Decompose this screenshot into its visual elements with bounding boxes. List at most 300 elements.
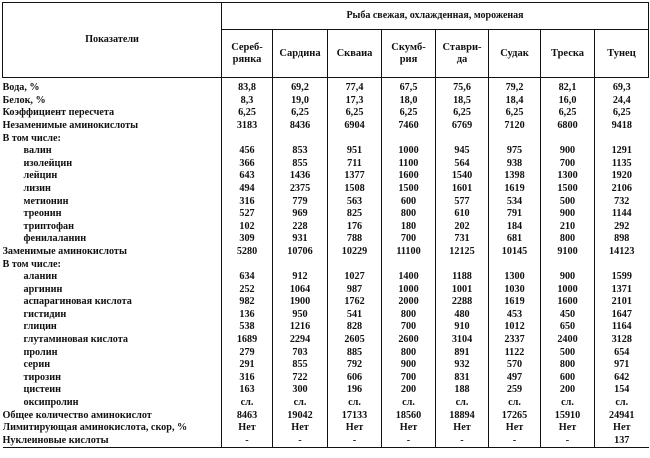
cell-value: 570 bbox=[489, 359, 541, 372]
cell-value: 722 bbox=[273, 372, 328, 385]
cell-value: 732 bbox=[614, 195, 630, 207]
cell-value: 831 bbox=[436, 372, 489, 385]
cell-value: 456 bbox=[222, 145, 273, 158]
cell-value: 188 bbox=[436, 384, 489, 397]
cell-value: сл. bbox=[541, 397, 595, 410]
row-label: пролин bbox=[3, 346, 222, 359]
cell-value: 1508 bbox=[328, 183, 382, 196]
cell-value: 912 bbox=[273, 271, 328, 284]
row-label: Незаменимые аминокислоты bbox=[3, 120, 222, 133]
column-header-0 bbox=[222, 30, 273, 78]
cell-value: 577 bbox=[436, 195, 489, 208]
cell-value: 1122 bbox=[489, 346, 541, 359]
cell-value: 800 bbox=[382, 309, 436, 322]
cell-value: 700 bbox=[382, 372, 436, 385]
cell-value bbox=[541, 132, 595, 145]
cell-value bbox=[382, 258, 436, 271]
cell-value: 2375 bbox=[273, 183, 328, 196]
cell-value: 18,4 bbox=[489, 95, 541, 108]
column-header-text: рянка bbox=[232, 53, 262, 65]
column-header-text: Ставри- bbox=[442, 41, 482, 53]
cell-value: 950 bbox=[273, 309, 328, 322]
cell-value: 910 bbox=[436, 321, 489, 334]
cell-value: Нет bbox=[273, 422, 328, 435]
cell-value: 1164 bbox=[611, 321, 632, 333]
row-label: глутаминовая кислота bbox=[3, 334, 222, 347]
cell-value: 564 bbox=[436, 158, 489, 171]
cell-value: 2101 bbox=[611, 296, 632, 308]
row-label: аланин bbox=[3, 271, 222, 284]
cell-value: 69,3 bbox=[612, 82, 631, 94]
cell-value: сл. bbox=[489, 397, 541, 410]
cell-value: 1920 bbox=[611, 170, 632, 182]
cell-value: 300 bbox=[273, 384, 328, 397]
table-row bbox=[3, 397, 649, 410]
row-label: серин bbox=[3, 359, 222, 372]
cell-value: 600 bbox=[382, 195, 436, 208]
cell-value: сл. bbox=[382, 397, 436, 410]
row-label: Коэффициент пересчета bbox=[3, 107, 222, 120]
cell-value: 643 bbox=[222, 170, 273, 183]
cell-value: 610 bbox=[436, 208, 489, 221]
column-header-text: Судак bbox=[500, 47, 529, 59]
column-header-5 bbox=[489, 30, 541, 78]
table-row bbox=[3, 246, 649, 259]
cell-value: 18894 bbox=[436, 409, 489, 422]
cell-value: 779 bbox=[273, 195, 328, 208]
cell-value: 931 bbox=[273, 233, 328, 246]
cell-value: 102 bbox=[222, 221, 273, 234]
cell-value: Нет bbox=[222, 422, 273, 435]
cell-value: 24941 bbox=[609, 409, 635, 421]
cell-value: 291 bbox=[222, 359, 273, 372]
cell-value: 67,5 bbox=[382, 78, 436, 95]
cell-value: 1647 bbox=[611, 308, 632, 320]
cell-value: 17133 bbox=[328, 409, 382, 422]
cell-value: Нет bbox=[613, 422, 631, 434]
table-row bbox=[3, 145, 649, 158]
cell-value: 945 bbox=[436, 145, 489, 158]
table-row bbox=[3, 233, 649, 246]
cell-value: 6,25 bbox=[612, 107, 631, 119]
row-label: лейцин bbox=[3, 170, 222, 183]
row-label: Вода, % bbox=[3, 78, 222, 95]
cell-value: 6904 bbox=[328, 120, 382, 133]
cell-value: 1000 bbox=[541, 284, 595, 297]
cell-value: 800 bbox=[382, 208, 436, 221]
cell-value: сл. bbox=[328, 397, 382, 410]
cell-value: 971 bbox=[614, 359, 630, 371]
column-header-6 bbox=[541, 30, 595, 78]
cell-value: 606 bbox=[328, 372, 382, 385]
cell-value: сл. bbox=[436, 397, 489, 410]
cell-value: сл. bbox=[273, 397, 328, 410]
table-row bbox=[3, 132, 649, 145]
cell-value: 1762 bbox=[328, 296, 382, 309]
cell-value: 259 bbox=[489, 384, 541, 397]
cell-value: 563 bbox=[328, 195, 382, 208]
table-row bbox=[3, 372, 649, 385]
cell-value: 800 bbox=[382, 346, 436, 359]
row-label: треонин bbox=[3, 208, 222, 221]
cell-value: - bbox=[222, 435, 273, 448]
cell-value: 450 bbox=[541, 309, 595, 322]
cell-value: 1300 bbox=[489, 271, 541, 284]
cell-value: 800 bbox=[541, 233, 595, 246]
cell-value bbox=[595, 132, 649, 145]
cell-value: 154 bbox=[614, 384, 630, 396]
cell-value: 11100 bbox=[382, 246, 436, 259]
table-row bbox=[3, 309, 649, 322]
table-row bbox=[3, 346, 649, 359]
cell-value: 180 bbox=[382, 221, 436, 234]
cell-value: 1619 bbox=[489, 296, 541, 309]
cell-value: 9100 bbox=[541, 246, 595, 259]
cell-value: 1300 bbox=[541, 170, 595, 183]
cell-value: 900 bbox=[541, 271, 595, 284]
table-row bbox=[3, 221, 649, 234]
cell-value: 1600 bbox=[382, 170, 436, 183]
cell-value: 534 bbox=[489, 195, 541, 208]
cell-value: 932 bbox=[436, 359, 489, 372]
column-header-4 bbox=[436, 30, 489, 78]
cell-value bbox=[222, 258, 273, 271]
indicator-header: Показатели bbox=[3, 3, 222, 78]
cell-value: 969 bbox=[273, 208, 328, 221]
cell-value: 527 bbox=[222, 208, 273, 221]
cell-value: 900 bbox=[541, 145, 595, 158]
cell-value: 19042 bbox=[273, 409, 328, 422]
cell-value: 650 bbox=[541, 321, 595, 334]
column-header-text: Скваиа bbox=[336, 47, 373, 59]
cell-value: 16,0 bbox=[541, 95, 595, 108]
cell-value: 316 bbox=[222, 195, 273, 208]
row-label: тирозин bbox=[3, 372, 222, 385]
column-header-2 bbox=[328, 30, 382, 78]
amino-acid-table bbox=[2, 2, 649, 448]
table-row bbox=[3, 95, 649, 108]
cell-value: 2605 bbox=[328, 334, 382, 347]
cell-value: 853 bbox=[273, 145, 328, 158]
cell-value: 1436 bbox=[273, 170, 328, 183]
cell-value: 1012 bbox=[489, 321, 541, 334]
cell-value: 497 bbox=[489, 372, 541, 385]
cell-value: - bbox=[382, 435, 436, 448]
cell-value: 1000 bbox=[382, 284, 436, 297]
cell-value: 316 bbox=[222, 372, 273, 385]
row-label: фенилаланин bbox=[3, 233, 222, 246]
cell-value: 1600 bbox=[541, 296, 595, 309]
cell-value: 6,25 bbox=[382, 107, 436, 120]
table-row bbox=[3, 359, 649, 372]
row-label: В том числе: bbox=[3, 132, 222, 145]
cell-value: 202 bbox=[436, 221, 489, 234]
cell-value: 1371 bbox=[611, 283, 632, 295]
cell-value: 210 bbox=[541, 221, 595, 234]
cell-value: 366 bbox=[222, 158, 273, 171]
cell-value: 791 bbox=[489, 208, 541, 221]
cell-value: 6800 bbox=[541, 120, 595, 133]
row-label: глицин bbox=[3, 321, 222, 334]
table-row bbox=[3, 170, 649, 183]
row-label: Заменимые аминокислоты bbox=[3, 246, 222, 259]
cell-value: 6,25 bbox=[328, 107, 382, 120]
row-label: изолейцин bbox=[3, 158, 222, 171]
cell-value: 828 bbox=[328, 321, 382, 334]
cell-value: 200 bbox=[382, 384, 436, 397]
cell-value: 855 bbox=[273, 158, 328, 171]
cell-value: 494 bbox=[222, 183, 273, 196]
table-row bbox=[3, 158, 649, 171]
cell-value: 987 bbox=[328, 284, 382, 297]
cell-value bbox=[222, 132, 273, 145]
table-row bbox=[3, 208, 649, 221]
cell-value: - bbox=[273, 435, 328, 448]
cell-value: 8463 bbox=[222, 409, 273, 422]
row-label: Общее количество аминокислот bbox=[3, 409, 222, 422]
cell-value: - bbox=[436, 435, 489, 448]
cell-value: 900 bbox=[382, 359, 436, 372]
cell-value: 900 bbox=[541, 208, 595, 221]
row-label: триптофан bbox=[3, 221, 222, 234]
cell-value: 1398 bbox=[489, 170, 541, 183]
cell-value: 17,3 bbox=[328, 95, 382, 108]
cell-value: 538 bbox=[222, 321, 273, 334]
row-label: аспарагиновая кислота bbox=[3, 296, 222, 309]
cell-value: 1377 bbox=[328, 170, 382, 183]
cell-value: 1188 bbox=[436, 271, 489, 284]
row-label: гистидин bbox=[3, 309, 222, 322]
column-header-text: Сереб- bbox=[231, 41, 263, 53]
cell-value: 279 bbox=[222, 346, 273, 359]
cell-value: 938 bbox=[489, 158, 541, 171]
cell-value: 19,0 bbox=[273, 95, 328, 108]
table-row bbox=[3, 435, 649, 448]
row-label: оксипролин bbox=[3, 397, 222, 410]
cell-value bbox=[382, 132, 436, 145]
cell-value: 77,4 bbox=[328, 78, 382, 95]
cell-value: 711 bbox=[328, 158, 382, 171]
row-label: метионин bbox=[3, 195, 222, 208]
cell-value bbox=[595, 258, 649, 271]
column-header-text: Треска bbox=[550, 47, 585, 59]
cell-value: 951 bbox=[328, 145, 382, 158]
cell-value: 18,5 bbox=[436, 95, 489, 108]
cell-value: 9418 bbox=[611, 119, 632, 131]
cell-value: 18,0 bbox=[382, 95, 436, 108]
row-label: цистеин bbox=[3, 384, 222, 397]
cell-value: 7460 bbox=[382, 120, 436, 133]
row-label: лизин bbox=[3, 183, 222, 196]
cell-value: 10145 bbox=[489, 246, 541, 259]
column-header-1 bbox=[273, 30, 328, 78]
cell-value: Нет bbox=[328, 422, 382, 435]
cell-value: 2337 bbox=[489, 334, 541, 347]
cell-value: 6,25 bbox=[541, 107, 595, 120]
cell-value: 6,25 bbox=[436, 107, 489, 120]
table-row bbox=[3, 120, 649, 133]
cell-value bbox=[541, 258, 595, 271]
cell-value: 1216 bbox=[273, 321, 328, 334]
cell-value: 681 bbox=[489, 233, 541, 246]
cell-value: 79,2 bbox=[489, 78, 541, 95]
column-header-text: Скумб- bbox=[391, 41, 426, 53]
cell-value: 6,25 bbox=[222, 107, 273, 120]
cell-value bbox=[273, 258, 328, 271]
cell-value: 1291 bbox=[611, 145, 632, 157]
cell-value: 228 bbox=[273, 221, 328, 234]
cell-value: 6,25 bbox=[489, 107, 541, 120]
cell-value: 75,6 bbox=[436, 78, 489, 95]
table-row bbox=[3, 195, 649, 208]
column-header-text: Сардина bbox=[279, 47, 321, 59]
table-row bbox=[3, 422, 649, 435]
cell-value: Нет bbox=[382, 422, 436, 435]
table-row bbox=[3, 384, 649, 397]
cell-value: 982 bbox=[222, 296, 273, 309]
cell-value: 292 bbox=[614, 220, 630, 232]
cell-value: - bbox=[489, 435, 541, 448]
cell-value: 703 bbox=[273, 346, 328, 359]
cell-value bbox=[273, 132, 328, 145]
cell-value: 1135 bbox=[611, 157, 632, 169]
cell-value: 975 bbox=[489, 145, 541, 158]
cell-value: - bbox=[328, 435, 382, 448]
cell-value: 2106 bbox=[611, 182, 632, 194]
cell-value: 1064 bbox=[273, 284, 328, 297]
cell-value: 2400 bbox=[541, 334, 595, 347]
cell-value: сл. bbox=[615, 397, 629, 409]
cell-value: 825 bbox=[328, 208, 382, 221]
cell-value: 6769 bbox=[436, 120, 489, 133]
cell-value: 137 bbox=[595, 435, 649, 448]
cell-value: 885 bbox=[328, 346, 382, 359]
column-header-text: да bbox=[456, 53, 468, 65]
cell-value: Нет bbox=[436, 422, 489, 435]
cell-value: 17265 bbox=[489, 409, 541, 422]
row-label: Белок, % bbox=[3, 95, 222, 108]
cell-value: 1601 bbox=[436, 183, 489, 196]
cell-value: 252 bbox=[222, 284, 273, 297]
cell-value: 136 bbox=[222, 309, 273, 322]
column-header-3 bbox=[382, 30, 436, 78]
cell-value: 10706 bbox=[273, 246, 328, 259]
table-row bbox=[3, 334, 649, 347]
cell-value: 82,1 bbox=[541, 78, 595, 95]
cell-value: 541 bbox=[328, 309, 382, 322]
cell-value: 7120 bbox=[489, 120, 541, 133]
cell-value: 18560 bbox=[382, 409, 436, 422]
table-row bbox=[3, 296, 649, 309]
table-row bbox=[3, 78, 649, 95]
column-header-text: рия bbox=[399, 53, 418, 65]
cell-value: 898 bbox=[614, 233, 630, 245]
cell-value: 891 bbox=[436, 346, 489, 359]
cell-value: 654 bbox=[614, 346, 630, 358]
cell-value: 1001 bbox=[436, 284, 489, 297]
cell-value: 2294 bbox=[273, 334, 328, 347]
cell-value: 1000 bbox=[382, 145, 436, 158]
cell-value: 731 bbox=[436, 233, 489, 246]
table-row bbox=[3, 321, 649, 334]
cell-value: 480 bbox=[436, 309, 489, 322]
cell-value: 196 bbox=[328, 384, 382, 397]
table-row bbox=[3, 258, 649, 271]
cell-value: 1400 bbox=[382, 271, 436, 284]
table-row bbox=[3, 107, 649, 120]
cell-value bbox=[436, 258, 489, 271]
cell-value: 1689 bbox=[222, 334, 273, 347]
cell-value: 788 bbox=[328, 233, 382, 246]
cell-value: 10229 bbox=[328, 246, 382, 259]
cell-value: 1144 bbox=[611, 208, 632, 220]
table-row bbox=[3, 284, 649, 297]
cell-value: 1100 bbox=[382, 158, 436, 171]
cell-value: - bbox=[541, 435, 595, 448]
cell-value: сл. bbox=[222, 397, 273, 410]
column-header-text: Тунец bbox=[607, 47, 636, 59]
cell-value: 634 bbox=[222, 271, 273, 284]
cell-value: 1500 bbox=[541, 183, 595, 196]
table-row bbox=[3, 409, 649, 422]
cell-value: 800 bbox=[541, 359, 595, 372]
cell-value: Нет bbox=[489, 422, 541, 435]
cell-value: 200 bbox=[541, 384, 595, 397]
cell-value: 792 bbox=[328, 359, 382, 372]
cell-value bbox=[436, 132, 489, 145]
cell-value: 1540 bbox=[436, 170, 489, 183]
cell-value: 642 bbox=[614, 371, 630, 383]
cell-value: 700 bbox=[382, 233, 436, 246]
cell-value: 2288 bbox=[436, 296, 489, 309]
cell-value: 700 bbox=[541, 158, 595, 171]
cell-value: 1027 bbox=[328, 271, 382, 284]
cell-value: 1500 bbox=[382, 183, 436, 196]
cell-value: 1030 bbox=[489, 284, 541, 297]
cell-value: 1599 bbox=[611, 271, 632, 283]
cell-value: 453 bbox=[489, 309, 541, 322]
cell-value: 3128 bbox=[611, 334, 632, 346]
cell-value: 3104 bbox=[436, 334, 489, 347]
cell-value: 69,2 bbox=[273, 78, 328, 95]
cell-value: 309 bbox=[222, 233, 273, 246]
row-label: Лимитирующая аминокислота, скор, % bbox=[3, 422, 222, 435]
cell-value: 14123 bbox=[609, 245, 635, 257]
cell-value: 6,25 bbox=[273, 107, 328, 120]
row-label: валин bbox=[3, 145, 222, 158]
cell-value: 2000 bbox=[382, 296, 436, 309]
cell-value bbox=[328, 132, 382, 145]
cell-value: 700 bbox=[382, 321, 436, 334]
cell-value: 184 bbox=[489, 221, 541, 234]
cell-value: 24,4 bbox=[612, 94, 631, 106]
cell-value bbox=[489, 258, 541, 271]
cell-value bbox=[328, 258, 382, 271]
cell-value: 8,3 bbox=[222, 95, 273, 108]
cell-value: 500 bbox=[541, 195, 595, 208]
cell-value: 1619 bbox=[489, 183, 541, 196]
cell-value: 600 bbox=[541, 372, 595, 385]
cell-value: 176 bbox=[328, 221, 382, 234]
cell-value: 12125 bbox=[436, 246, 489, 259]
cell-value: 1900 bbox=[273, 296, 328, 309]
cell-value: 8436 bbox=[273, 120, 328, 133]
cell-value: 15910 bbox=[541, 409, 595, 422]
row-label: аргинин bbox=[3, 284, 222, 297]
column-header-7 bbox=[595, 30, 649, 78]
cell-value: 5280 bbox=[222, 246, 273, 259]
row-label: Нуклеиновые кислоты bbox=[3, 435, 222, 448]
